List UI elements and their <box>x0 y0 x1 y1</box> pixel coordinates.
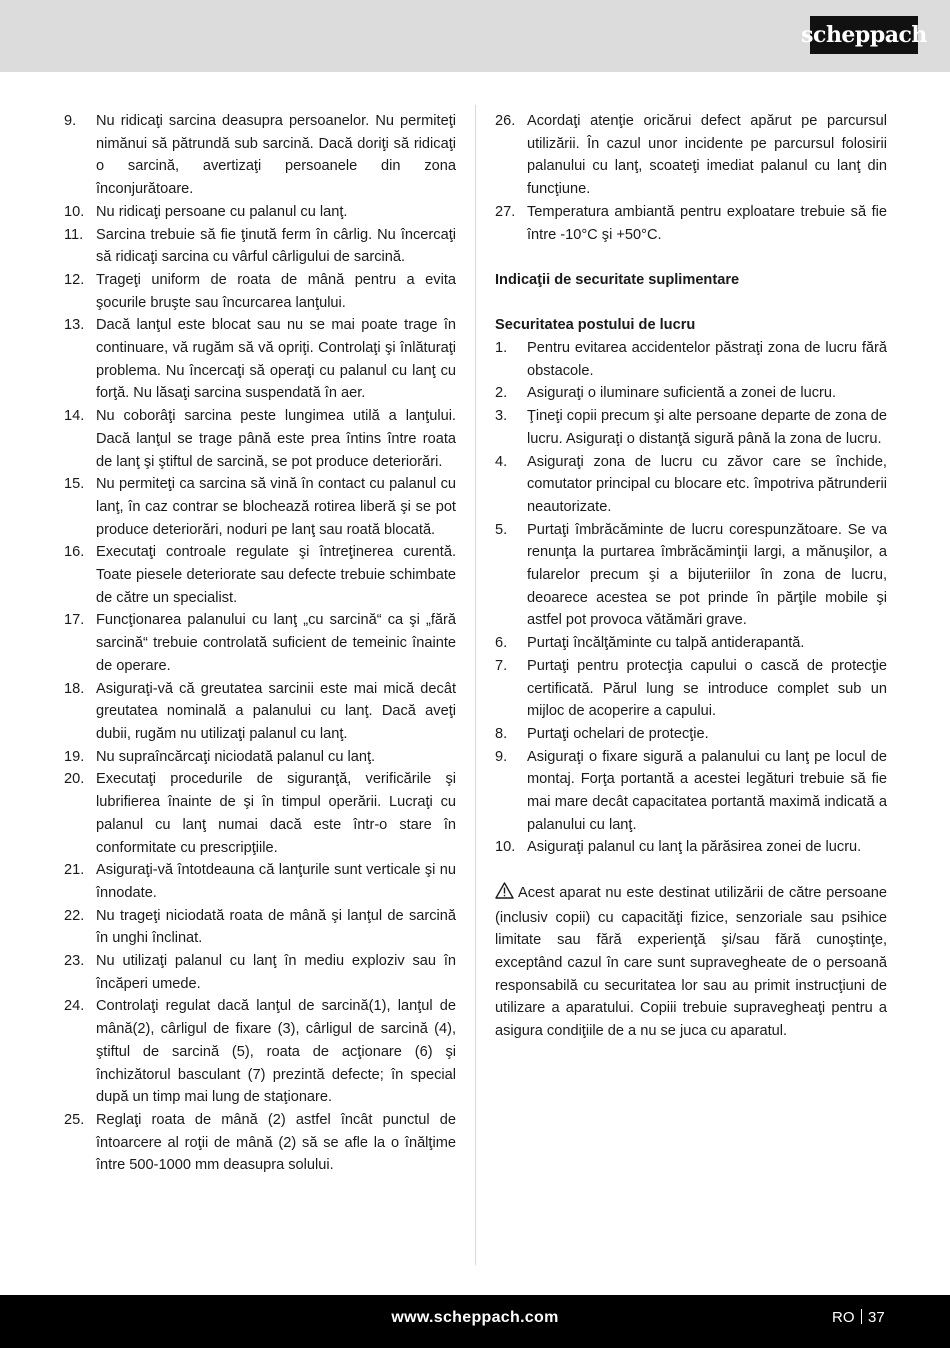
warning-paragraph <box>495 882 887 1043</box>
item-number: 17. <box>64 612 85 629</box>
list-item <box>495 337 887 382</box>
list-item <box>495 451 887 519</box>
item-text: Nu trageţi niciodată roata de mână şi lanţul de sarcină în unghi înclinat. <box>96 907 456 947</box>
list-item <box>64 609 456 677</box>
item-text: Purtaţi pentru protecţia capului o cască de protecţie certificată. Părul lung se introduce complet sub un mijloc de acoperire a capului. <box>527 657 887 720</box>
right-column <box>495 110 887 1043</box>
item-text: Ţineţi copii precum şi alte persoane departe de zona de lucru. Asiguraţi o distanţă sigură până la zona de lucru. <box>527 408 887 447</box>
item-text: Asiguraţi palanul cu lanţ la părăsirea zonei de lucru. <box>527 839 862 856</box>
item-text: Temperatura ambiantă pentru exploatare trebuie să fie între -10°C şi +50°C. <box>527 203 887 243</box>
item-number: 23. <box>64 953 85 970</box>
item-text: Executaţi procedurile de siguranţă, verificările şi lubrifierea înainte de şi în timpul operării. Lucraţi cu palanul cu lanţ numai dacă este într-o stare în conformitate cu prescripţiile. <box>96 771 456 856</box>
item-number: 6. <box>495 635 508 652</box>
item-text: Sarcina trebuie să fie ţinută ferm în cârlig. Nu încercaţi să ridicaţi sarcina cu vârful cârligului de sarcină. <box>96 226 456 266</box>
language-code: RO <box>832 1309 855 1326</box>
item-number: 2. <box>495 385 508 402</box>
item-number: 27. <box>495 203 516 220</box>
item-text: Asiguraţi zona de lucru cu zăvor care se închide, comutator principal cu blocare etc. împotriva pătrunderii neautorizate. <box>527 453 887 515</box>
list-item <box>495 382 887 405</box>
item-number: 1. <box>495 340 508 356</box>
left-column <box>64 110 456 1177</box>
item-number: 3. <box>495 408 508 425</box>
warning-triangle-icon <box>495 882 514 907</box>
list-item <box>64 314 456 405</box>
warning-text: Acest aparat nu este destinat utilizării de către persoane (inclusiv copii) cu capacităţi fizice, senzoriale sau psihice limitate sau fără experienţă şi/sau fără cunoştinţe, exceptând cazul în care sunt supravegheate de o persoană responsabilă cu securitatea lor sau au primit instrucţiuni de utilizare a aparatului. Copiii trebuie supravegheaţi pentru a asigura condiţiile de a nu se juca cu aparatul. <box>495 884 887 1040</box>
list-item <box>64 950 456 995</box>
item-number: 22. <box>64 907 85 924</box>
item-text: Nu supraîncărcaţi niciodată palanul cu lanţ. <box>96 748 376 765</box>
list-item <box>64 201 456 224</box>
list-item <box>64 1109 456 1177</box>
website-url: www.scheppach.com <box>391 1309 559 1326</box>
page-header <box>0 0 950 72</box>
heading-workplace-safety: Securitatea postului de lucru <box>495 317 696 334</box>
item-text: Pentru evitarea accidentelor păstraţi zona de lucru fără obstacole. <box>527 340 887 379</box>
list-item <box>64 110 456 201</box>
heading-additional-safety: Indicaţii de securitate suplimentare <box>495 271 740 288</box>
item-number: 13. <box>64 317 85 334</box>
item-number: 18. <box>64 680 85 697</box>
item-text: Asiguraţi-vă că greutatea sarcinii este mai mică decât greutatea nominală a palanului cu lanţ. Dacă aveţi dubii, rugăm nu utilizaţi palanul cu lanţ. <box>96 680 456 742</box>
item-text: Nu coborâţi sarcina peste lungimea utilă a lanţului. Dacă lanţul se trage până este prea întins între roata de lanţ şi ştiftul de sarcină, se pot produce deteriorări. <box>96 408 456 470</box>
page-indicator <box>832 1295 885 1341</box>
item-text: Nu ridicaţi sarcina deasupra persoanelor. Nu permiteţi nimănui să pătrundă sub sarcină. Dacă doriţi să ridicaţi o sarcină, avertizaţi persoanele din zona înconjurătoare. <box>96 113 456 198</box>
item-text: Purtaţi ochelari de protecţie. <box>527 725 709 742</box>
item-text: Asiguraţi o iluminare suficientă a zonei de lucru. <box>527 385 837 402</box>
list-item <box>64 905 456 950</box>
item-number: 10. <box>495 839 516 856</box>
list-item <box>64 995 456 1109</box>
item-text: Executaţi controale regulate şi întreţinerea curentă. Toate piesele deteriorate sau defecte trebuie schimbate de către un specialist. <box>96 544 456 606</box>
item-text: Purtaţi încălţăminte cu talpă antiderapantă. <box>527 635 805 652</box>
list-item <box>64 405 456 473</box>
item-number: 26. <box>495 113 516 129</box>
list-item <box>495 836 887 859</box>
list-item <box>495 519 887 633</box>
page-number: 37 <box>868 1309 885 1326</box>
item-number: 7. <box>495 657 508 674</box>
page-footer <box>0 1295 950 1348</box>
item-number: 10. <box>64 203 85 220</box>
item-number: 8. <box>495 725 508 742</box>
list-item <box>495 655 887 723</box>
item-number: 25. <box>64 1111 85 1128</box>
item-text: Asiguraţi o fixare sigură a palanului cu lanţ pe locul de montaj. Forţa portantă a acestei legături trebuie să fie mai mare decât capacitatea portantă maximă indicată a palanului cu lanţ. <box>527 748 887 833</box>
list-item <box>64 473 456 541</box>
item-number: 9. <box>64 113 77 129</box>
item-number: 9. <box>495 748 508 765</box>
item-text: Controlaţi regulat dacă lanţul de sarcină(1), lanţul de mână(2), cârligul de fixare (3), cârligul de sarcină (4), ştiftul de sarcină (5), roata de acţionare (6) şi închizătorul basculant (7) prezintă defecte; în special după un timp mai lung de staţionare. <box>96 998 456 1106</box>
list-item <box>64 224 456 269</box>
list-item <box>64 768 456 859</box>
list-item <box>64 859 456 904</box>
list-item <box>64 541 456 609</box>
column-divider <box>475 105 476 1265</box>
list-item <box>495 405 887 450</box>
list-item <box>495 632 887 655</box>
item-text: Funcţionarea palanului cu lanţ „cu sarcină“ ca şi „fără sarcină“ trebuie controlată suficient de temeinic înainte de operare. <box>96 612 456 674</box>
item-number: 20. <box>64 771 85 788</box>
item-text: Dacă lanţul este blocat sau nu se mai poate trage în continuare, vă rugăm să vă opriţi. Controlaţi şi înlăturaţi problema. Nu încercaţi să operaţi cu palanul cu lanţ cu forţă. Nu lăsaţi sarcina suspendată în aer. <box>96 317 456 402</box>
item-number: 19. <box>64 748 85 765</box>
item-text: Nu permiteţi ca sarcina să vină în contact cu palanul cu lanţ, în caz contrar se blochează rotirea liberă şi se pot produce deteriorări, noduri pe lanţ sau roată blocată. <box>96 476 456 538</box>
item-text: Reglaţi roata de mână (2) astfel încât punctul de întoarcere al roţii de mână (2) să se afle la o înălţime între 500-1000 mm deasupra solului. <box>96 1111 456 1174</box>
item-text: Asiguraţi-vă întotdeauna că lanţurile sunt verticale şi nu înnodate. <box>96 862 456 901</box>
list-item <box>495 723 887 746</box>
item-number: 21. <box>64 862 85 879</box>
list-item <box>495 110 887 201</box>
item-number: 5. <box>495 521 508 538</box>
workplace-safety-list <box>495 337 887 859</box>
list-item <box>64 746 456 769</box>
item-number: 24. <box>64 998 85 1015</box>
item-text: Trageţi uniform de roata de mână pentru a evita şocurile bruşte sau încurcarea lanţului. <box>96 271 456 311</box>
item-number: 12. <box>64 271 85 288</box>
item-text: Purtaţi îmbrăcăminte de lucru corespunzătoare. Se va renunţa la purtarea îmbrăcăminţii largi, a mănuşilor, a fularelor precum şi a bijuteriilor în zona de lucru, deoarece acestea se pot prinde în părţile mobile şi astfel pot provoca vătămări grave. <box>527 521 887 629</box>
item-number: 11. <box>64 226 84 243</box>
scheppach-logo: scheppach <box>810 16 918 54</box>
item-number: 16. <box>64 544 85 561</box>
safety-list-continued <box>495 110 887 246</box>
item-text: Nu ridicaţi persoane cu palanul cu lanţ. <box>96 203 348 220</box>
item-number: 14. <box>64 408 85 425</box>
page-separator <box>861 1309 863 1324</box>
item-text: Nu utilizaţi palanul cu lanţ în mediu exploziv sau în încăperi umede. <box>96 953 456 992</box>
item-number: 15. <box>64 476 85 493</box>
list-item <box>64 678 456 746</box>
list-item <box>495 746 887 837</box>
item-text: Acordaţi atenţie oricărui defect apărut pe parcursul utilizării. În cazul unor incidente pe parcursul folosirii palanului cu lanţ, scoateţi imediat palanul cu lanţ din funcţiune. <box>527 113 887 198</box>
list-item <box>495 201 887 246</box>
item-number: 4. <box>495 453 508 470</box>
list-item <box>64 269 456 314</box>
